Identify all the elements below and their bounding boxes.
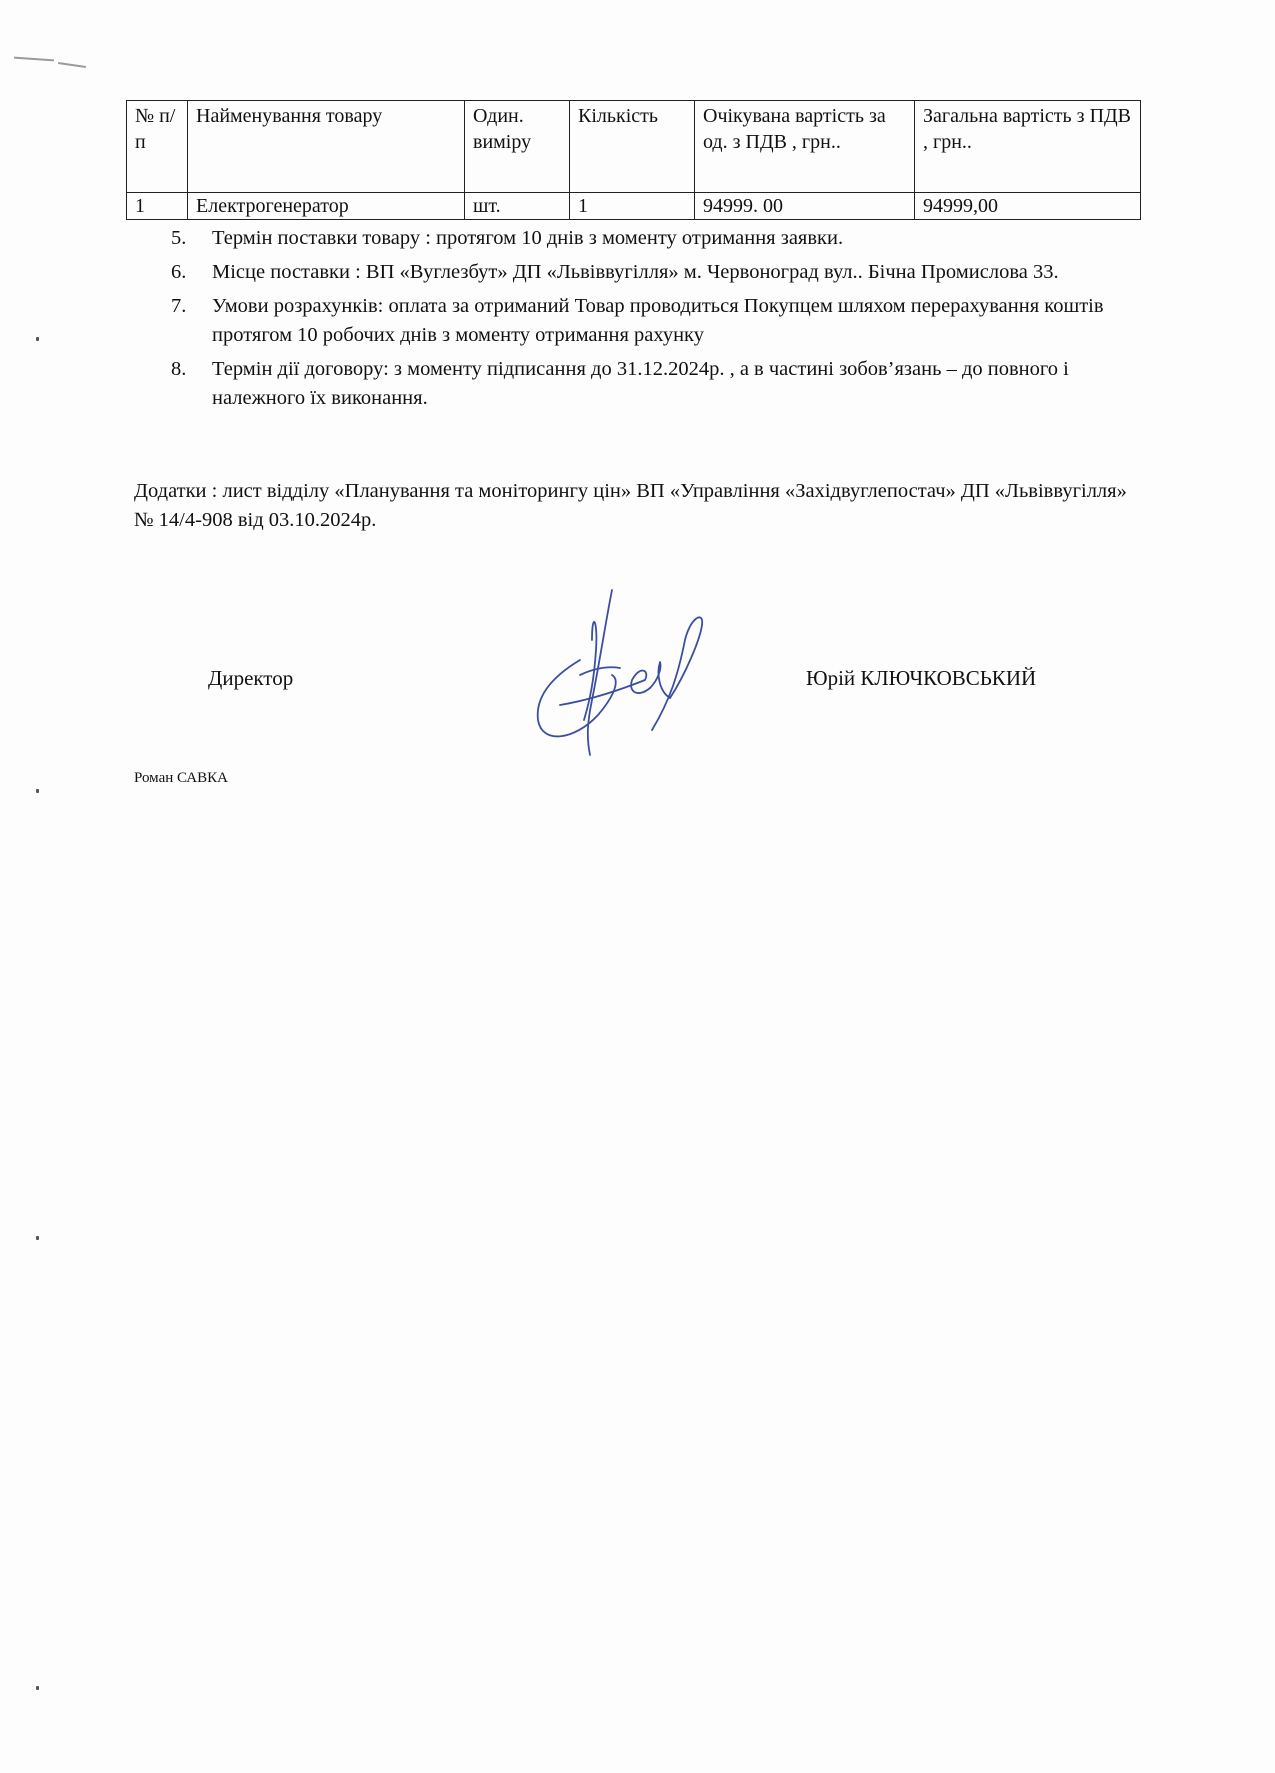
header-unit: Один. виміру (465, 101, 570, 193)
cell-product-name: Електрогенератор (188, 193, 465, 220)
header-unit-price: Очікувана вартість за од. з ПДВ , грн.. (695, 101, 915, 193)
table-header-row (127, 101, 1141, 193)
scan-dot (36, 1686, 39, 1690)
scan-dot (36, 337, 39, 341)
header-total: Загальна вартість з ПДВ , грн.. (915, 101, 1141, 193)
header-product-name: Найменування товару (188, 101, 465, 193)
term-text: Термін поставки товару : протягом 10 днів з моменту отримання заявки. (212, 227, 844, 249)
term-number: 7. (171, 295, 187, 317)
header-number: № п/п (127, 101, 188, 193)
list-item (167, 355, 1147, 413)
cell-total: 94999,00 (915, 193, 1141, 220)
list-item (167, 292, 1147, 350)
term-number: 8. (171, 358, 187, 380)
scan-dot (36, 1236, 39, 1240)
scan-dot (36, 789, 39, 793)
header-quantity: Кількість (570, 101, 695, 193)
term-number: 6. (171, 261, 187, 283)
list-item (167, 258, 1147, 287)
goods-table (126, 100, 1141, 220)
term-text: Умови розрахунків: оплата за отриманий Товар проводиться Покупцем шляхом перерахування коштів протягом 10 робочих днів з моменту отримання рахунку (212, 295, 1104, 346)
contract-terms-list (167, 224, 1147, 418)
term-text: Термін дії договору: з моменту підписання до 31.12.2024р. , а в частині зобов’язань – до повного і належного їх виконання. (212, 358, 1069, 409)
cell-number: 1 (127, 193, 188, 220)
list-item (167, 224, 1147, 253)
term-number: 5. (171, 227, 187, 249)
cell-quantity: 1 (570, 193, 695, 220)
cell-unit: шт. (465, 193, 570, 220)
attachments-note: Додатки : лист відділу «Планування та моніторингу цін» ВП «Управління «Західвуглепостач» ДП «Львіввугілля» № 14/4-908 від 03.10.2024р. (134, 480, 1127, 531)
cell-unit-price: 94999. 00 (695, 193, 915, 220)
signatory-name: Юрій КЛЮЧКОВСЬКИЙ (806, 666, 1037, 690)
term-text: Місце поставки : ВП «Вуглезбут» ДП «Львіввугілля» м. Червоноград вул.. Бічна Промислова 33. (212, 261, 1059, 283)
table-row (127, 193, 1141, 220)
handwritten-signature (520, 580, 720, 765)
scan-smudge (14, 57, 54, 62)
executor-name: Роман САВКА (134, 770, 228, 786)
signatory-title: Директор (208, 666, 294, 690)
scan-smudge (58, 62, 86, 68)
